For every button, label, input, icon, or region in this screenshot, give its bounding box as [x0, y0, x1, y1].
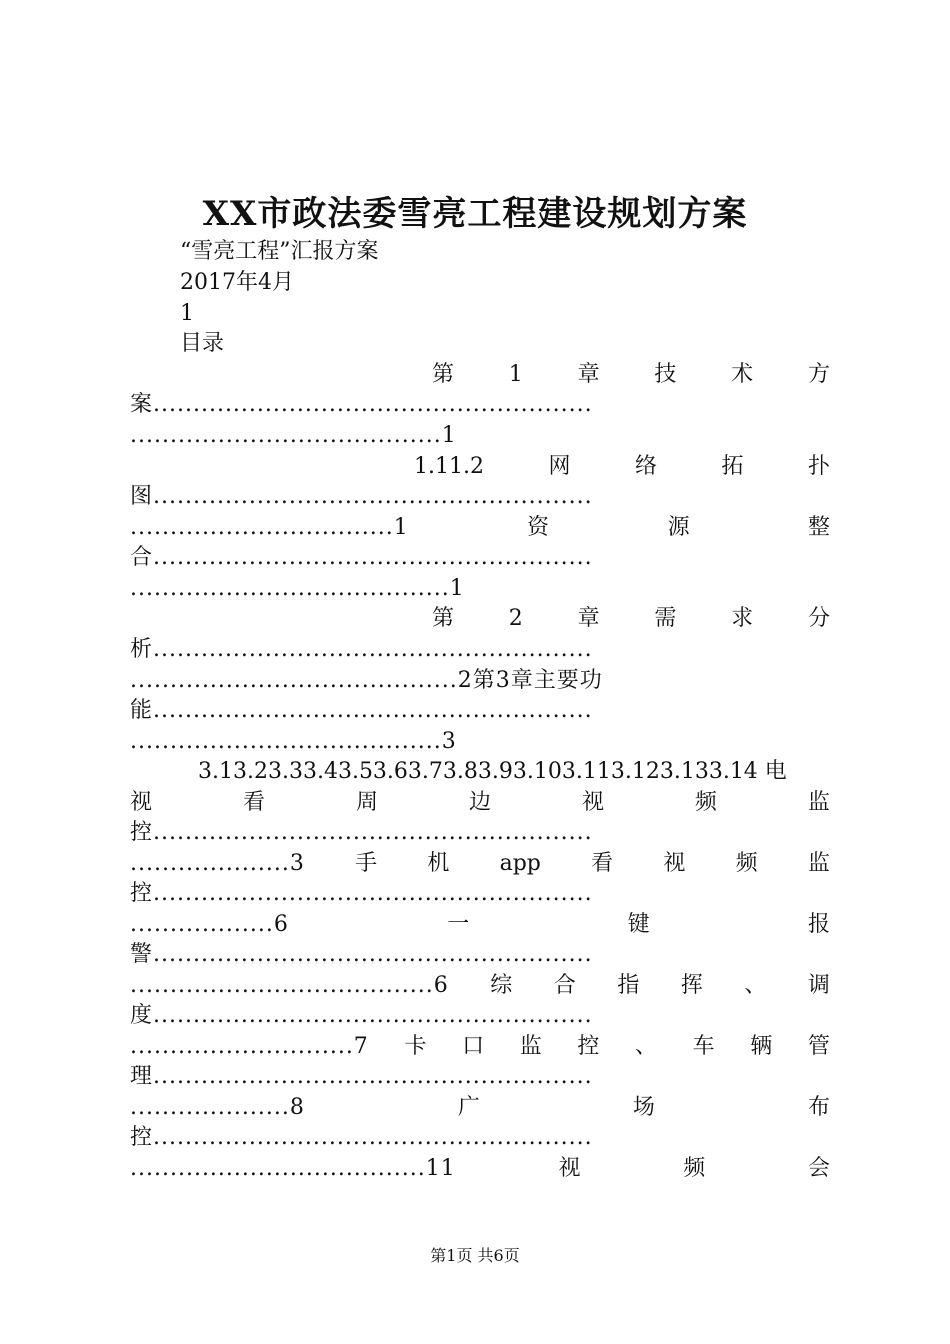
toc-text: 第 [432, 606, 455, 631]
toc-text: 拓 [721, 454, 744, 479]
toc-text: 度....................................................... [130, 1003, 593, 1028]
toc-line [130, 696, 830, 726]
subtitle: “雪亮工程”汇报方案 [180, 239, 379, 264]
toc-text: 视 [663, 851, 686, 876]
toc-text: 看 [242, 790, 265, 815]
toc-text: 监 [519, 1034, 542, 1059]
toc-text: 控....................................................... [130, 820, 593, 845]
toc-text: 键 [627, 912, 650, 937]
toc-text: 会 [807, 1156, 830, 1181]
toc-text: 分 [807, 606, 830, 631]
toc-line [130, 1123, 830, 1153]
toc-line [432, 604, 830, 634]
toc-text: 机 [427, 851, 450, 876]
toc-text: 周 [355, 790, 378, 815]
toc-text: 图....................................................... [130, 484, 593, 509]
toc-text: app [499, 851, 541, 876]
toc-line [198, 757, 830, 787]
toc-line [130, 910, 830, 940]
toc-line [130, 940, 830, 970]
document-date: 2017年4月 [180, 270, 294, 295]
toc-text: 广 [457, 1095, 480, 1120]
toc-text: 看 [591, 851, 614, 876]
toc-text: .....................................11 [130, 1156, 456, 1181]
toc-text: 能....................................................... [130, 698, 593, 723]
toc-text: 挥 [680, 973, 703, 998]
page-marker: 1 [180, 301, 194, 326]
toc-text: ............................7 [130, 1034, 369, 1059]
toc-text: 监 [807, 790, 830, 815]
toc-line [130, 1062, 830, 1092]
toc-text: ....................3 [130, 851, 305, 876]
toc-text: 网 [548, 454, 571, 479]
toc-text: 边 [468, 790, 491, 815]
toc-text: 1 [508, 362, 523, 387]
toc-text: .......................................1 [130, 423, 457, 448]
toc-text: 合....................................................... [130, 545, 593, 570]
toc-line [130, 635, 830, 665]
toc-heading: 目录 [180, 331, 225, 356]
toc-text: 1.11.2 [414, 454, 484, 479]
toc-text: 视 [130, 790, 153, 815]
toc-line [130, 574, 830, 604]
toc-text: 控 [577, 1034, 600, 1059]
toc-text: 方 [807, 362, 830, 387]
toc-text: 资 [527, 515, 550, 540]
toc-text: .................................1 [130, 515, 409, 540]
toc-text: 调 [807, 973, 830, 998]
toc-text: 术 [731, 362, 754, 387]
toc-line [130, 666, 830, 696]
toc-text: 管 [807, 1034, 830, 1059]
toc-text: 场 [632, 1095, 655, 1120]
toc-line [414, 452, 830, 482]
toc-text: 布 [807, 1095, 830, 1120]
document-title: XX市政法委雪亮工程建设规划方案 [202, 194, 748, 234]
toc-line [130, 849, 830, 879]
toc-line [130, 818, 830, 848]
toc-text: 辆 [750, 1034, 773, 1059]
toc-line [432, 360, 830, 390]
toc-line [130, 513, 830, 543]
toc-text: 监 [807, 851, 830, 876]
toc-text: 控....................................................... [130, 1125, 593, 1150]
toc-text: 求 [731, 606, 754, 631]
toc-text: 合 [553, 973, 576, 998]
toc-line [130, 971, 830, 1001]
toc-text: 一 [447, 912, 470, 937]
toc-text: 卡 [404, 1034, 427, 1059]
toc-text: 指 [617, 973, 640, 998]
toc-text: 、 [744, 973, 767, 998]
toc-text: 章 [577, 606, 600, 631]
toc-text: 络 [634, 454, 657, 479]
toc-text: 频 [683, 1156, 706, 1181]
toc-text: 2 [508, 606, 523, 631]
toc-line [130, 727, 830, 757]
page-footer: 第1页 共6页 [430, 1246, 520, 1265]
toc-text: 频 [694, 790, 717, 815]
toc-text: 控....................................................... [130, 881, 593, 906]
toc-line [130, 421, 830, 451]
toc-text: .......................................3 [130, 729, 457, 754]
toc-text: 警....................................................... [130, 942, 593, 967]
toc-text: ........................................1 [130, 576, 465, 601]
toc-text: 频 [735, 851, 758, 876]
toc-text: 综 [490, 973, 513, 998]
toc-text: 视 [558, 1156, 581, 1181]
toc-text: 手 [355, 851, 378, 876]
toc-text: ......................................6 [130, 973, 449, 998]
toc-text: 第 [432, 362, 455, 387]
toc-text: ....................8 [130, 1095, 305, 1120]
toc-line [130, 1032, 830, 1062]
toc-line [130, 879, 830, 909]
toc-text: 需 [654, 606, 677, 631]
toc-text: 口 [462, 1034, 485, 1059]
toc-text: 章 [577, 362, 600, 387]
toc-text: 整 [807, 515, 830, 540]
toc-text: 报 [807, 912, 830, 937]
toc-line [130, 543, 830, 573]
toc-text: 案....................................................... [130, 392, 593, 417]
toc-line [130, 1154, 830, 1184]
toc-text: 、 [635, 1034, 658, 1059]
toc-line [130, 482, 830, 512]
toc-text: 技 [654, 362, 677, 387]
toc-line [130, 390, 830, 420]
toc-line [130, 1001, 830, 1031]
toc-line [130, 788, 830, 818]
toc-text: 源 [667, 515, 690, 540]
toc-text: .........................................2第3章主要功 [130, 668, 603, 693]
toc-line [130, 1093, 830, 1123]
toc-text: ..................6 [130, 912, 289, 937]
toc-text: 理....................................................... [130, 1064, 593, 1089]
toc-text: 车 [692, 1034, 715, 1059]
toc-text: 析....................................................... [130, 637, 593, 662]
toc-text: 3.13.23.33.43.53.63.73.83.93.103.113.123.133.14 电 [198, 759, 787, 784]
toc-text: 视 [581, 790, 604, 815]
toc-text: 扑 [807, 454, 830, 479]
